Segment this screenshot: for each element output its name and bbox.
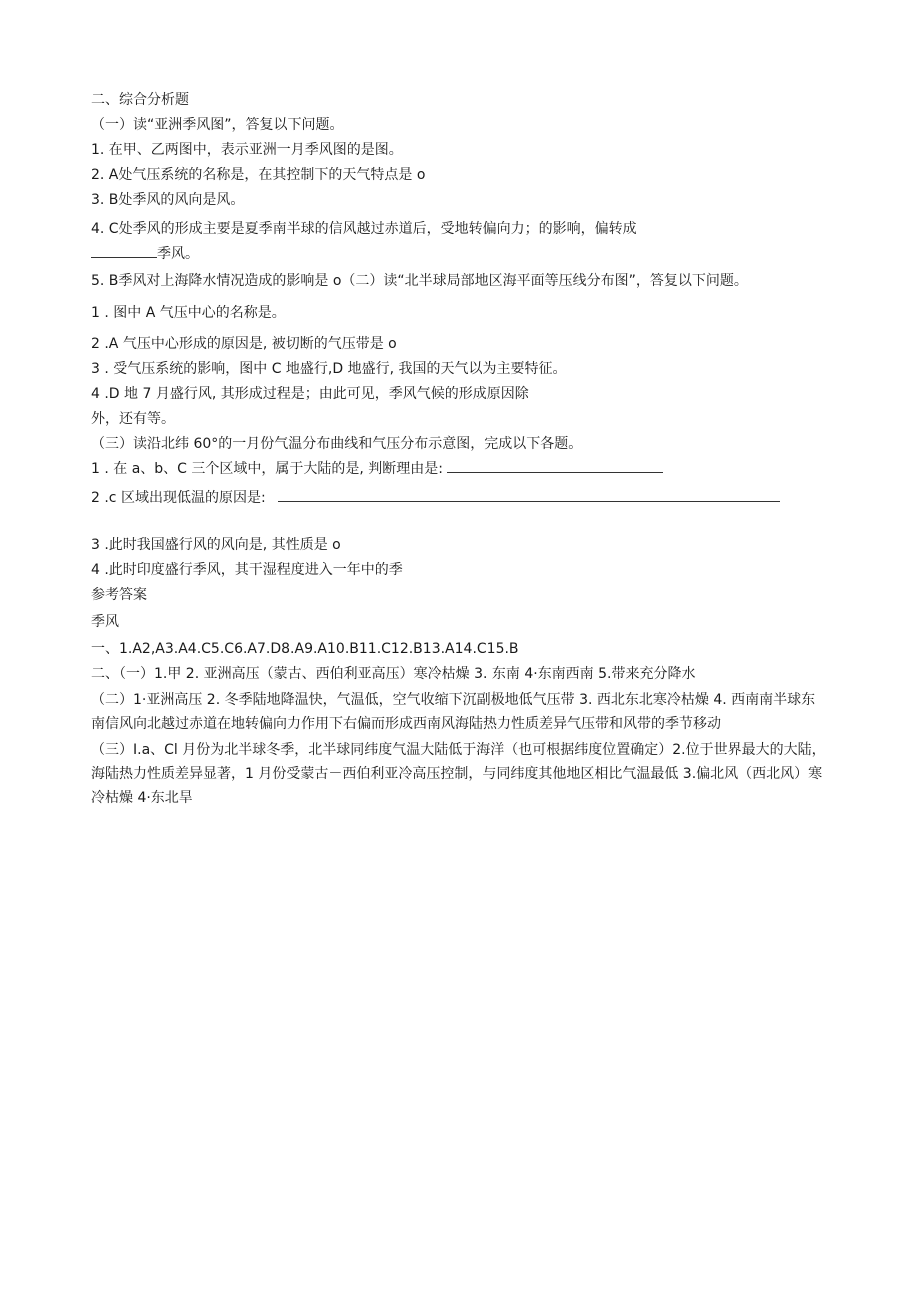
answers-part2-2: （二）1·亚洲高压 2. 冬季陆地降温快，气温低，空气收缩下沉副极地低气压带 3. 西北东北寒冷枯燥 4. 西南南半球东南信风向北越过赤道在地转偏向力作用下右偏而形成西南风海陆热力性质差异气压带和风带的季节移动 xyxy=(91,692,816,732)
part1-question-4: 4. C处季风的形成主要是夏季南半球的信风越过赤道后，受地转偏向力；的影响，偏转成 xyxy=(91,221,637,237)
section-title: 二、综合分析题 xyxy=(91,92,189,108)
part3-question-1-text: 1 . 在 a、b、C 三个区域中，属于大陆的是, 判断理由是: xyxy=(91,461,444,477)
part1-intro: （一）读“亚洲季风图”，答复以下问题。 xyxy=(91,117,344,133)
part1-question-3: 3. B处季风的风向是风。 xyxy=(91,192,245,208)
part1-question-4-cont xyxy=(91,242,829,267)
part3-question-4: 4 .此时印度盛行季风，其干湿程度进入一年中的季 xyxy=(91,562,403,578)
part3-question-3: 3 .此时我国盛行风的风向是, 其性质是 o xyxy=(91,537,341,553)
answer-blank xyxy=(447,460,663,473)
part1-question-5: 5. B季风对上海降水情况造成的影响是 o（二）读“北半球局部地区海平面等压线分布图”，答复以下问题。 xyxy=(91,273,748,289)
answers-part1: 一、1.A2,A3.A4.C5.C6.A7.D8.A9.A10.B11.C12.B13.A14.C15.B xyxy=(91,641,519,657)
answer-blank xyxy=(91,245,157,258)
answers-part2-1: 二、（一）1.甲 2. 亚洲高压（蒙古、西伯利亚高压）寒冷枯燥 3. 东南 4·东南西南 5.带来充分降水 xyxy=(91,666,696,682)
part2-question-4: 4 .D 地 7 月盛行风, 其形成过程是；由此可见，季风气候的形成原因除 xyxy=(91,386,529,402)
answers-title: 参考答案 xyxy=(91,587,147,603)
part1-question-1: 1. 在甲、乙两图中，表示亚洲一月季风图的是图。 xyxy=(91,142,403,158)
part3-question-1 xyxy=(91,457,829,482)
part2-question-4-cont: 外，还有等。 xyxy=(91,411,175,427)
part3-intro: （三）读沿北纬 60°的一月份气温分布曲线和气压分布示意图，完成以下各题。 xyxy=(91,436,583,452)
document-page xyxy=(91,88,829,810)
part2-question-1: 1 . 图中 A 气压中心的名称是。 xyxy=(91,305,286,321)
part2-question-3: 3 . 受气压系统的影响，图中 C 地盛行,D 地盛行, 我国的天气以为主要特征。 xyxy=(91,361,567,377)
answer-blank xyxy=(278,489,780,502)
part3-question-2-text: 2 .c 区域出现低温的原因是: xyxy=(91,490,266,506)
part2-question-2: 2 .A 气压中心形成的原因是, 被切断的气压带是 o xyxy=(91,336,397,352)
part1-question-4-cont-text: 季风。 xyxy=(157,246,199,262)
answers-part2-3: （三）I.a、Cl 月份为北半球冬季，北半球同纬度气温大陆低于海洋（也可根据纬度位置确定）2.位于世界最大的大陆，海陆热力性质差异显著，1 月份受蒙古－西伯利亚冷高压控制，与同纬度其他地区相比气温最低 3.偏北风（西北风）寒冷枯燥 4·东北旱 xyxy=(91,742,826,806)
part3-question-2 xyxy=(91,486,829,511)
part1-question-2: 2. A处气压系统的名称是，在其控制下的天气特点是 o xyxy=(91,167,426,183)
answers-subtitle: 季风 xyxy=(91,614,119,630)
